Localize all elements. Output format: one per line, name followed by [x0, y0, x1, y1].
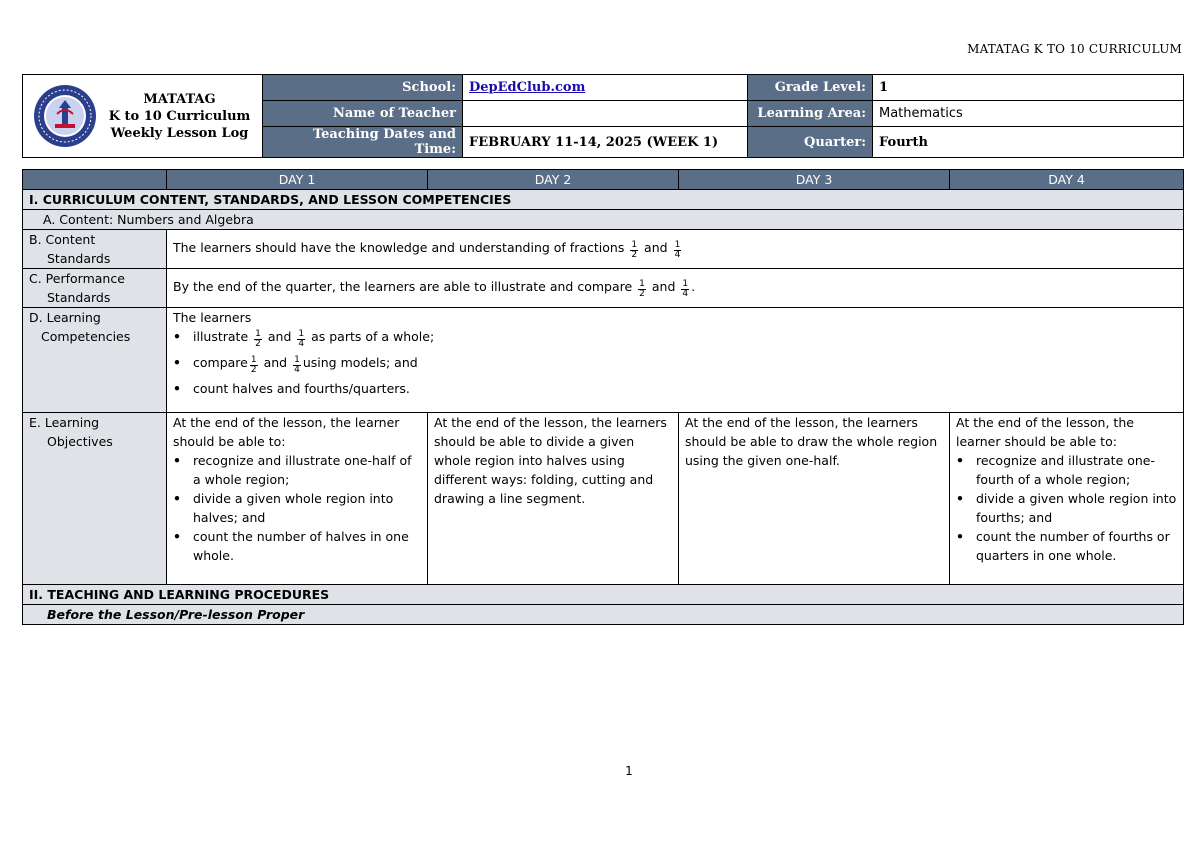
- objectives-day-4-intro: At the end of the lesson, the learner should be able to:: [956, 415, 1134, 449]
- content-standards-label-1: B. Content: [29, 232, 96, 247]
- quarter-label: Quarter:: [748, 127, 873, 158]
- objectives-label-1: E. Learning: [29, 415, 100, 430]
- competencies-label-2: Competencies: [41, 329, 131, 344]
- objectives-day-1-intro: At the end of the lesson, the learner should be able to:: [173, 415, 400, 449]
- school-link[interactable]: DepEdClub.com: [469, 80, 586, 95]
- list-item: • count the number of fourths or quarters in one whole.: [976, 527, 1177, 565]
- competencies-intro: The learners: [173, 310, 252, 325]
- section-2-title: II. TEACHING AND LEARNING PROCEDURES: [23, 585, 1184, 605]
- day-header-1: DAY 1: [167, 170, 428, 190]
- grade-label: Grade Level:: [748, 75, 873, 101]
- content-standards-label: [23, 230, 167, 269]
- teacher-value: [463, 101, 748, 127]
- objectives-day-3: At the end of the lesson, the learners should be able to draw the whole region using the given one-half.: [679, 413, 950, 585]
- content-standards-sentence: The learners should have the knowledge and understanding of fractions: [173, 240, 625, 255]
- performance-label-1: C. Performance: [29, 271, 125, 286]
- performance-sentence: By the end of the quarter, the learners are able to illustrate and compare: [173, 279, 633, 294]
- brand-line-3: Weekly Lesson Log: [110, 125, 249, 141]
- brand-line-1: MATATAG: [143, 91, 216, 107]
- deped-seal-icon: [33, 84, 97, 148]
- brand-cell: [23, 75, 263, 158]
- fraction-half: $\frac{1}{2}$: [639, 279, 645, 299]
- learning-area-label: Learning Area:: [748, 101, 873, 127]
- page-number: 1: [625, 764, 633, 778]
- list-item: • divide a given whole region into fourths; and: [976, 489, 1177, 527]
- list-item: • recognize and illustrate one-half of a whole region;: [193, 451, 421, 489]
- objectives-day-4-list: [956, 451, 1177, 565]
- list-item: • recognize and illustrate one- fourth of a whole region;: [976, 451, 1177, 489]
- lesson-info-table: [22, 74, 1184, 158]
- day-header-4: DAY 4: [950, 170, 1184, 190]
- performance-standards-label: [23, 269, 167, 308]
- dates-value: FEBRUARY 11-14, 2025 (WEEK 1): [463, 127, 748, 158]
- learning-area-value: Mathematics: [873, 101, 1184, 127]
- objectives-label: [23, 413, 167, 585]
- content-standards-text: [167, 230, 1184, 269]
- performance-label-2: Standards: [47, 290, 111, 305]
- dates-label: Teaching Dates and Time:: [263, 127, 463, 158]
- day-header-blank: [23, 170, 167, 190]
- competencies-text: [167, 308, 1184, 413]
- day-header-3: DAY 3: [679, 170, 950, 190]
- performance-standards-text: [167, 269, 1184, 308]
- competencies-label-1: D. Learning: [29, 310, 101, 325]
- document-header-title: MATATAG K TO 10 CURRICULUM: [967, 42, 1182, 56]
- objectives-day-4: [950, 413, 1184, 585]
- period-text: .: [691, 279, 696, 294]
- content-row: A. Content: Numbers and Algebra: [23, 210, 1184, 230]
- school-label: School:: [263, 75, 463, 101]
- list-item: • count halves and fourths/quarters.: [193, 379, 1177, 398]
- and-text: and: [651, 279, 676, 294]
- day-header-2: DAY 2: [428, 170, 679, 190]
- and-text: and: [644, 240, 668, 255]
- objectives-label-2: Objectives: [47, 434, 113, 449]
- fraction-half: $\frac{1}{2}$: [631, 240, 638, 260]
- grade-value: 1: [873, 75, 1184, 101]
- objectives-day-1: [167, 413, 428, 585]
- objectives-day-1-list: [173, 451, 421, 565]
- brand-line-2: K to 10 Curriculum: [108, 108, 251, 124]
- fraction-quarter: $\frac{1}{4}$: [674, 240, 681, 260]
- list-item: • compare $\frac{1}{2}$ and $\frac{1}{4}$ using models; and: [193, 353, 1177, 375]
- list-item: • count the number of halves in one whole.: [193, 527, 421, 565]
- content-standards-label-2: Standards: [47, 251, 111, 266]
- list-item: • divide a given whole region into halves; and: [193, 489, 421, 527]
- list-item: • illustrate $\frac{1}{2}$ and $\frac{1}{4}$ as parts of a whole;: [193, 327, 1177, 349]
- weekly-lesson-table: [22, 169, 1184, 625]
- section-2-subtitle: Before the Lesson/Pre-lesson Proper: [23, 605, 1184, 625]
- competencies-list: [173, 327, 1177, 398]
- fraction-quarter: $\frac{1}{4}$: [682, 279, 689, 299]
- teacher-label: Name of Teacher: [263, 101, 463, 127]
- objectives-day-2: At the end of the lesson, the learners should be able to divide a given whole region into halves using different ways: folding, cutting and drawing a line segment.: [428, 413, 679, 585]
- competencies-label: [23, 308, 167, 413]
- section-1-title: I. CURRICULUM CONTENT, STANDARDS, AND LESSON COMPETENCIES: [23, 190, 1184, 210]
- quarter-value: Fourth: [873, 127, 1184, 158]
